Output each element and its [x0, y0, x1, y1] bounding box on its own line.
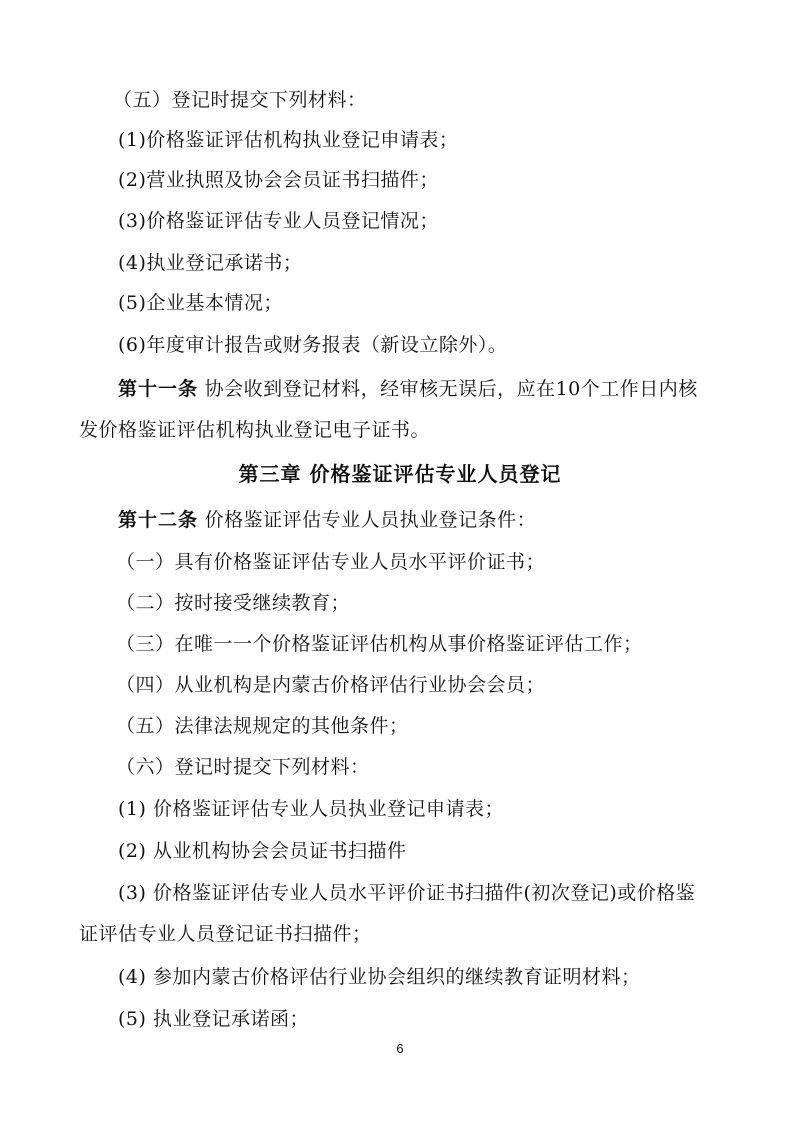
list-item: （一）具有价格鉴证评估专业人员水平评价证书； [116, 551, 546, 573]
list-item: (1)价格鉴证评估机构执业登记申请表； [118, 129, 459, 151]
list-item: (5)企业基本情况； [118, 292, 283, 314]
list-item: （四）从业机构是内蒙古价格评估行业协会会员； [116, 674, 546, 696]
list-item: （六）登记时提交下列材料： [116, 756, 370, 778]
article-12-text: 价格鉴证评估专业人员执业登记条件： [204, 509, 537, 531]
article-11-line1 [0, 377, 800, 401]
list-item: (6)年度审计报告或财务报表（新设立除外）。 [118, 334, 508, 356]
list-item: （五）登记时提交下列材料： [113, 89, 367, 111]
list-item: (3)价格鉴证评估专业人员登记情况； [118, 210, 439, 232]
list-item-continuation: 证评估专业人员登记证书扫描件； [79, 923, 372, 945]
article-12-line [0, 508, 800, 532]
article-11-text: 协会收到登记材料，经审核无误后，应在10个工作日内核 [204, 378, 698, 400]
list-item: (2)营业执照及协会会员证书扫描件； [118, 169, 439, 191]
list-item: （三）在唯一一个价格鉴证评估机构从事价格鉴证评估工作； [116, 633, 643, 655]
list-item: (5) 执业登记承诺函； [118, 1008, 309, 1030]
chapter-title: 第三章 价格鉴证评估专业人员登记 [238, 462, 562, 486]
list-item: (4) 参加内蒙古价格评估行业协会组织的继续教育证明材料； [118, 966, 641, 988]
list-item: (3) 价格鉴证评估专业人员水平评价证书扫描件(初次登记)或价格鉴 [118, 882, 696, 904]
list-item: (4)执业登记承诺书； [118, 252, 303, 274]
article-12-label: 第十二条 [118, 509, 199, 531]
article-11-label: 第十一条 [118, 378, 199, 400]
list-item: (2) 从业机构协会会员证书扫描件 [118, 840, 407, 862]
article-11-line2: 发价格鉴证评估机构执业登记电子证书。 [79, 419, 431, 441]
list-item: (1) 价格鉴证评估专业人员执业登记申请表； [118, 798, 504, 820]
list-item: （五）法律法规规定的其他条件； [116, 715, 409, 737]
list-item: （二）按时接受继续教育； [116, 592, 351, 614]
page-number: 6 [396, 1041, 404, 1056]
